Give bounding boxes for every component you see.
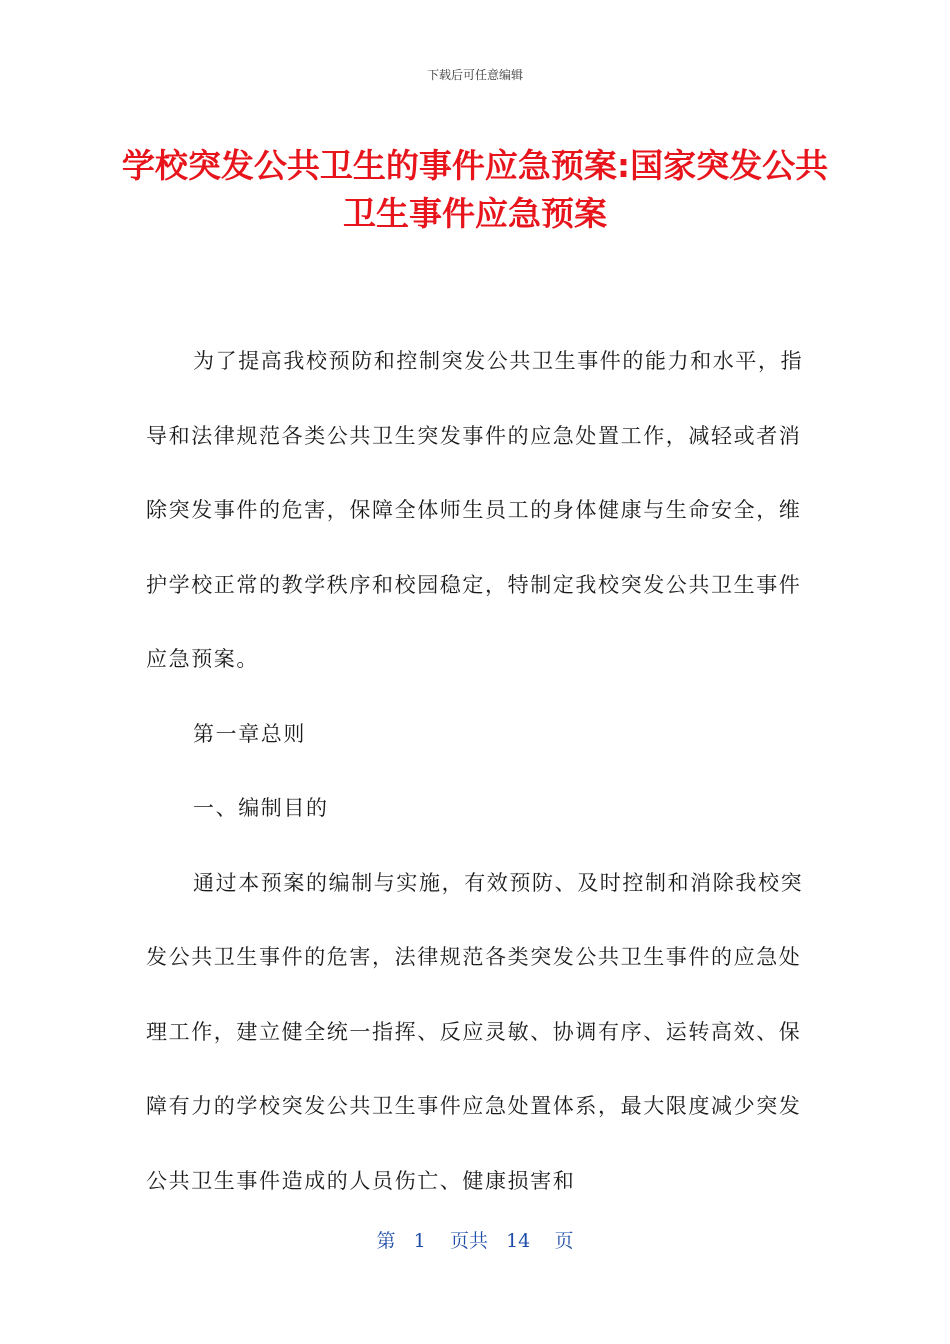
footer-middle: 页共 [449,1230,488,1252]
section-heading: 一、编制目的 [193,796,329,820]
paragraph-intro: 为了提高我校预防和控制突发公共卫生事件的能力和水平，指导和法律规范各类公共卫生突发事件的应急处置工作，减轻或者消除突发事件的危害，保障全体师生员工的身体健康与生命安全，维护学校正常的教学秩序和校园稳定，特制定我校突发公共卫生事件应急预案。 [146,349,804,671]
footer-total-pages: 14 [506,1230,531,1252]
paragraph-purpose: 通过本预案的编制与实施，有效预防、及时控制和消除我校突发公共卫生事件的危害，法律规范各类突发公共卫生事件的应急处理工作，建立健全统一指挥、反应灵敏、协调有序、运转高效、保障有力的学校突发公共卫生事件应急处置体系，最大限度减少突发公共卫生事件造成的人员伤亡、健康损害和 [146,870,804,1193]
footer-suffix: 页 [554,1230,574,1252]
page-footer [0,1226,950,1253]
chapter-heading: 第一章总则 [193,721,306,746]
header-note: 下载后可任意编辑 [426,68,523,82]
document-title: 学校突发公共卫生的事件应急预案:国家突发公共卫生事件应急预案 [121,146,829,233]
footer-prefix: 第 [376,1230,396,1252]
document-body [146,324,806,1218]
footer-current-page: 1 [413,1230,426,1252]
